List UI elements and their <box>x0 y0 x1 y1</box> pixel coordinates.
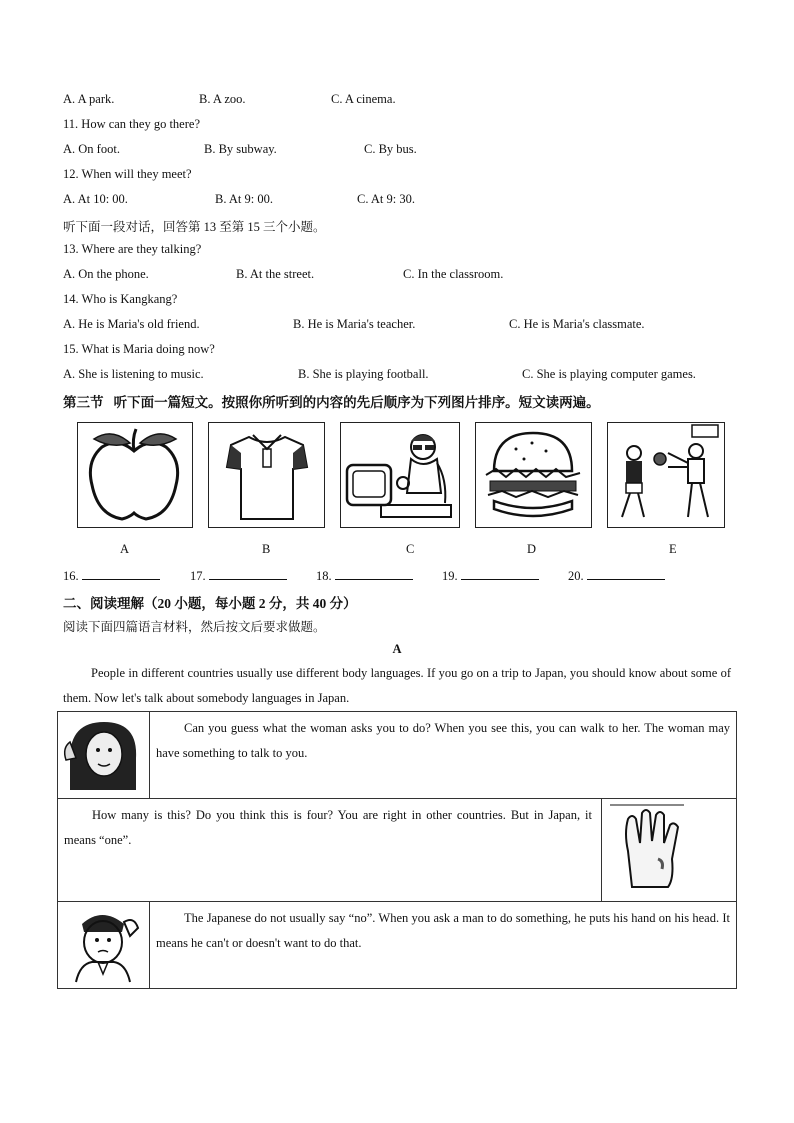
body-language-table <box>57 711 737 989</box>
hamburger-icon <box>476 423 590 526</box>
picture-label-d: D <box>527 542 537 556</box>
q15-stem: 15. What is Maria doing now? <box>63 342 215 356</box>
q13-stem: 13. Where are they talking? <box>63 242 202 256</box>
picture-label-c: C <box>406 542 415 556</box>
q12-option-c: C. At 9: 30. <box>357 192 415 206</box>
picture-d <box>475 422 592 528</box>
picture-label-b: B <box>262 542 271 556</box>
q15-option-a: A. She is listening to music. <box>63 367 204 381</box>
picture-b <box>208 422 325 528</box>
answer-blank-18[interactable] <box>316 567 413 584</box>
instruction-13-15: 听下面一段对话，回答第 13 至第 15 三个小题。 <box>63 220 326 234</box>
row-text: How many is this? Do you think this is four? You are right in other countries. But in Japan, it means “one”. <box>64 808 592 847</box>
q12-stem: 12. When will they meet? <box>63 167 192 181</box>
passage-title: A <box>392 642 402 656</box>
q10-option-a: A. A park. <box>63 92 115 106</box>
q11-option-b: B. By subway. <box>204 142 277 156</box>
man-hand-on-head-icon <box>58 902 149 984</box>
picture-c <box>340 422 460 528</box>
q10-option-c: C. A cinema. <box>331 92 396 106</box>
row-text-and-image-cell <box>58 799 737 902</box>
section3-heading: 第三节 听下面一篇短文。按照你所听到的内容的先后顺序为下列图片排序。短文读两遍。 <box>63 395 600 410</box>
q11-stem: 11. How can they go there? <box>63 117 200 131</box>
q14-stem: 14. Who is Kangkang? <box>63 292 178 306</box>
blank-line <box>587 567 665 580</box>
picture-a <box>77 422 193 528</box>
hand-gesture-icon <box>602 799 736 899</box>
row-text: Can you guess what the woman asks you to do? When you see this, you can walk to her. The woman may have something to talk to you. <box>156 721 730 760</box>
picture-label-e: E <box>669 542 677 556</box>
part2-instruction: 阅读下面四篇语言材料，然后按文后要求做题。 <box>63 620 326 634</box>
blank-number: 20. <box>568 569 584 583</box>
table-row <box>58 712 737 799</box>
answer-blank-17[interactable] <box>190 567 287 584</box>
q14-option-c: C. He is Maria's classmate. <box>509 317 645 331</box>
table-row <box>58 799 737 902</box>
part2-heading: 二、阅读理解（20 小题，每小题 2 分，共 40 分） <box>63 596 357 611</box>
blank-number: 16. <box>63 569 79 583</box>
blank-line <box>82 567 160 580</box>
row-text-cell <box>150 902 737 989</box>
q14-option-a: A. He is Maria's old friend. <box>63 317 200 331</box>
row-image-cell <box>601 799 736 901</box>
blank-line <box>335 567 413 580</box>
q13-option-a: A. On the phone. <box>63 267 149 281</box>
boy-playing-computer-icon <box>341 423 458 526</box>
blank-line <box>461 567 539 580</box>
row-image-cell <box>58 712 150 799</box>
blank-line <box>209 567 287 580</box>
blank-number: 18. <box>316 569 332 583</box>
q15-option-c: C. She is playing computer games. <box>522 367 696 381</box>
q12-option-b: B. At 9: 00. <box>215 192 273 206</box>
polo-shirt-icon <box>209 423 323 526</box>
picture-label-a: A <box>120 542 130 556</box>
passage-intro: People in different countries usually use different body languages. If you go on a trip to Japan, you should know about some of them. Now let's talk about somebody languages in Japan. <box>63 666 731 705</box>
q13-option-b: B. At the street. <box>236 267 315 281</box>
q15-option-b: B. She is playing football. <box>298 367 429 381</box>
picture-e <box>607 422 725 528</box>
answer-blank-20[interactable] <box>568 567 665 584</box>
q11-option-a: A. On foot. <box>63 142 120 156</box>
table-row <box>58 902 737 989</box>
basketball-players-icon <box>608 423 723 526</box>
row-text: The Japanese do not usually say “no”. When you ask a man to do something, he puts his hand on his head. It means he can't or doesn't want to do that. <box>156 911 730 950</box>
woman-beckoning-icon <box>58 712 149 794</box>
answer-blank-16[interactable] <box>63 567 160 584</box>
blank-number: 17. <box>190 569 206 583</box>
q13-option-c: C. In the classroom. <box>403 267 504 281</box>
q10-option-b: B. A zoo. <box>199 92 246 106</box>
apple-icon <box>78 423 191 526</box>
q11-option-c: C. By bus. <box>364 142 417 156</box>
row-text-cell <box>150 712 737 799</box>
q12-option-a: A. At 10: 00. <box>63 192 128 206</box>
answer-blank-19[interactable] <box>442 567 539 584</box>
q14-option-b: B. He is Maria's teacher. <box>293 317 416 331</box>
blank-number: 19. <box>442 569 458 583</box>
row-image-cell <box>58 902 150 989</box>
